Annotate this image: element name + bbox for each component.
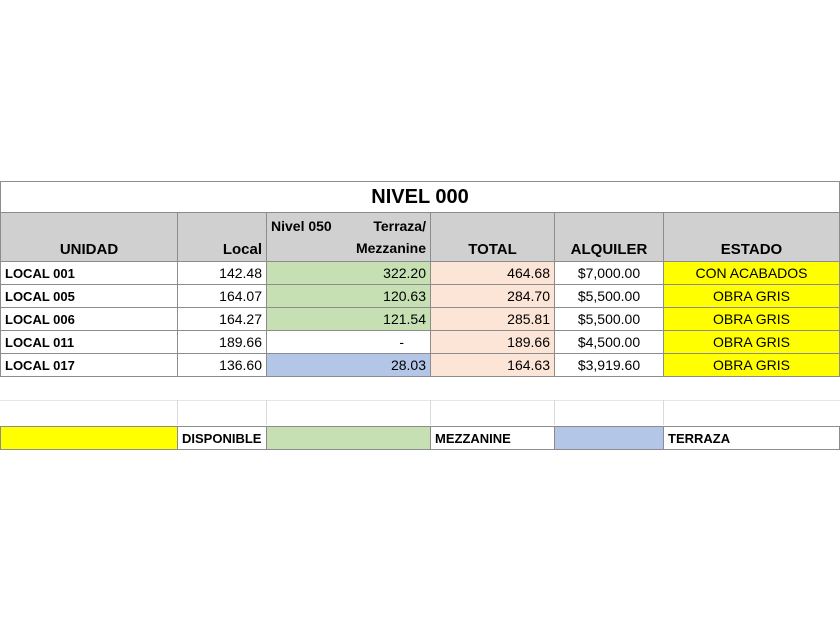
header-nivel-050-label: Nivel 050 bbox=[271, 218, 332, 234]
row-terraza: 28.03 bbox=[266, 353, 431, 377]
header-terraza-label: Terraza/ bbox=[373, 218, 426, 234]
legend-label-disponible: DISPONIBLE bbox=[177, 426, 267, 450]
row-unidad: LOCAL 006 bbox=[0, 307, 178, 331]
legend-label-mezzanine: MEZZANINE bbox=[430, 426, 555, 450]
row-estado: OBRA GRIS bbox=[663, 330, 840, 354]
row-mezzanine: - bbox=[266, 330, 431, 354]
legend-label-terraza: TERRAZA bbox=[663, 426, 840, 450]
row-unidad: LOCAL 017 bbox=[0, 353, 178, 377]
row-estado: OBRA GRIS bbox=[663, 353, 840, 377]
legend-swatch-terraza bbox=[554, 426, 664, 450]
header-local: Local bbox=[177, 212, 267, 262]
row-estado: CON ACABADOS bbox=[663, 261, 840, 285]
row-total: 284.70 bbox=[430, 284, 555, 308]
row-alquiler: $7,000.00 bbox=[554, 261, 664, 285]
row-unidad: LOCAL 011 bbox=[0, 330, 178, 354]
header-unidad: UNIDAD bbox=[0, 212, 178, 262]
row-estado: OBRA GRIS bbox=[663, 307, 840, 331]
row-alquiler: $4,500.00 bbox=[554, 330, 664, 354]
row-local: 136.60 bbox=[177, 353, 267, 377]
legend-swatch-disponible bbox=[0, 426, 178, 450]
header-estado: ESTADO bbox=[663, 212, 840, 262]
row-unidad: LOCAL 005 bbox=[0, 284, 178, 308]
row-local: 189.66 bbox=[177, 330, 267, 354]
row-local: 142.48 bbox=[177, 261, 267, 285]
row-alquiler: $5,500.00 bbox=[554, 307, 664, 331]
row-unidad: LOCAL 001 bbox=[0, 261, 178, 285]
row-mezzanine: 322.20 bbox=[266, 261, 431, 285]
sheet-title: NIVEL 000 bbox=[0, 181, 840, 213]
header-nivel-050 bbox=[266, 212, 431, 262]
row-alquiler: $3,919.60 bbox=[554, 353, 664, 377]
row-alquiler: $5,500.00 bbox=[554, 284, 664, 308]
row-mezzanine: 121.54 bbox=[266, 307, 431, 331]
row-estado: OBRA GRIS bbox=[663, 284, 840, 308]
row-total: 464.68 bbox=[430, 261, 555, 285]
row-local: 164.07 bbox=[177, 284, 267, 308]
header-mezzanine-label: Mezzanine bbox=[355, 240, 426, 256]
row-local: 164.27 bbox=[177, 307, 267, 331]
header-total: TOTAL bbox=[430, 212, 555, 262]
header-alquiler: ALQUILER bbox=[554, 212, 664, 262]
row-total: 164.63 bbox=[430, 353, 555, 377]
legend-swatch-mezzanine bbox=[266, 426, 431, 450]
row-total: 285.81 bbox=[430, 307, 555, 331]
empty-row bbox=[0, 377, 840, 425]
row-mezzanine: 120.63 bbox=[266, 284, 431, 308]
row-total: 189.66 bbox=[430, 330, 555, 354]
